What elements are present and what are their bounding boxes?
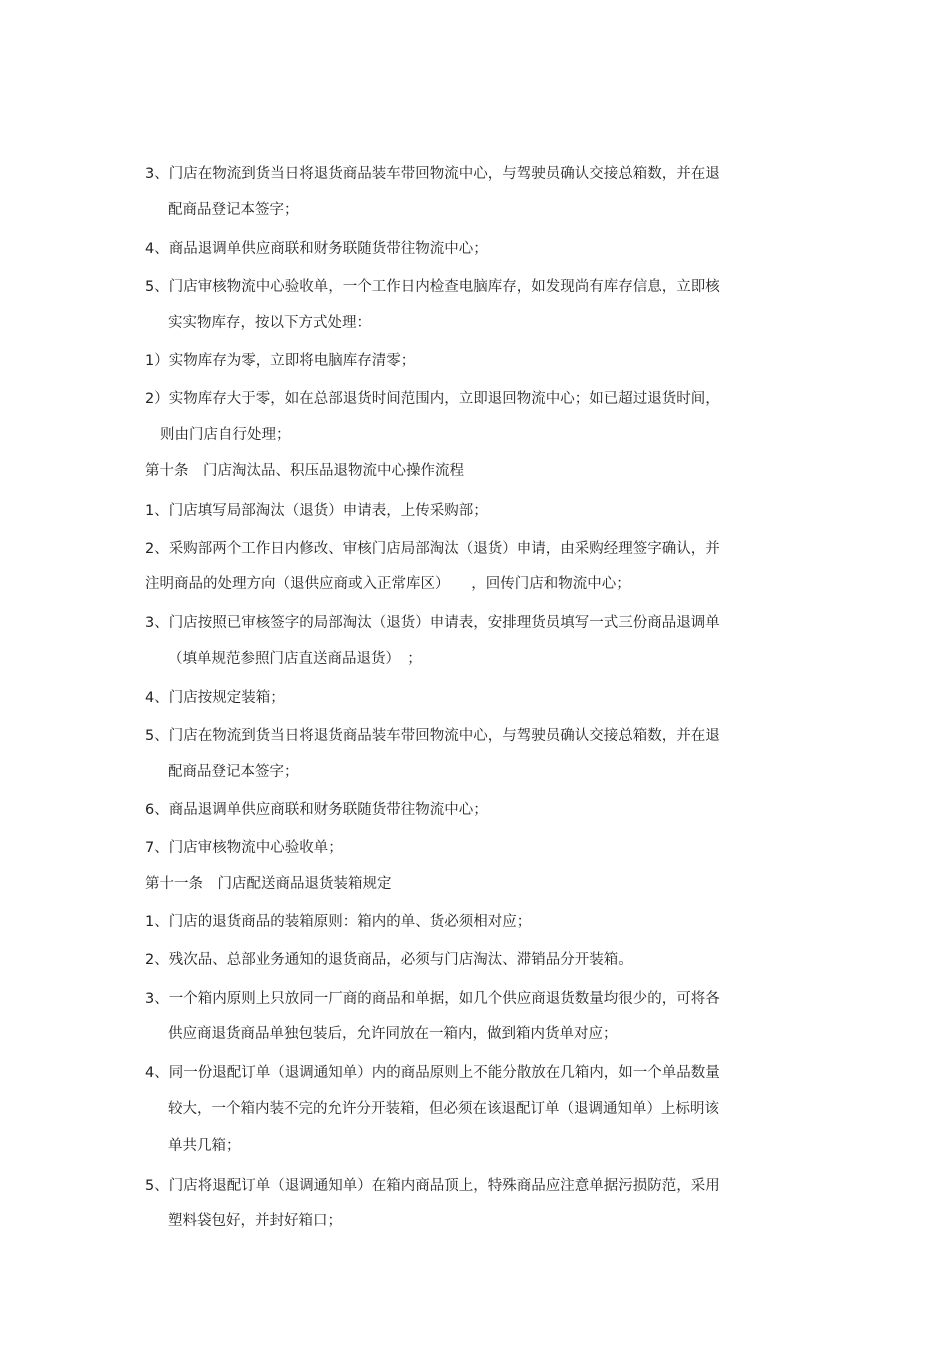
text-line: 4、同一份退配订单（退调通知单）内的商品原则上不能分散放在几箱内，如一个单品数量 (145, 1065, 720, 1081)
text-line: 则由门店自行处理； (160, 427, 291, 443)
text-line: 实实物库存，按以下方式处理： (168, 315, 371, 331)
text-line: 塑料袋包好，并封好箱口； (168, 1213, 342, 1229)
text-line: 5、门店审核物流中心验收单，一个工作日内检查电脑库存，如发现尚有库存信息，立即核 (145, 279, 720, 295)
text-line: 6、商品退调单供应商联和财务联随货带往物流中心； (145, 802, 488, 818)
text-line: （填单规范参照门店直送商品退货） ； (168, 651, 422, 667)
section-heading: 第十条 门店淘汰品、积压品退物流中心操作流程 (145, 463, 464, 479)
text-line: 3、门店在物流到货当日将退货商品装车带回物流中心，与驾驶员确认交接总箱数，并在退 (145, 166, 720, 182)
text-line: 注明商品的处理方向（退供应商或入正常库区） ，回传门店和物流中心； (145, 576, 631, 592)
text-line: 4、门店按规定装箱； (145, 690, 285, 706)
text-line: 5、门店在物流到货当日将退货商品装车带回物流中心，与驾驶员确认交接总箱数，并在退 (145, 728, 720, 744)
text-line: 3、门店按照已审核签字的局部淘汰（退货）申请表，安排理货员填写一式三份商品退调单 (145, 615, 720, 631)
text-line: 2、残次品、总部业务通知的退货商品，必须与门店淘汰、滞销品分开装箱。 (145, 952, 633, 968)
text-line: 7、门店审核物流中心验收单； (145, 840, 343, 856)
text-line: 1、门店填写局部淘汰（退货）申请表，上传采购部； (145, 503, 488, 519)
text-line: 较大，一个箱内装不完的允许分开装箱，但必须在该退配订单（退调通知单）上标明该 (168, 1101, 719, 1117)
text-line: 1）实物库存为零，立即将电脑库存清零； (145, 353, 416, 369)
text-line: 2）实物库存大于零，如在总部退货时间范围内，立即退回物流中心；如已超过退货时间， (145, 391, 720, 407)
text-line: 供应商退货商品单独包装后，允许同放在一箱内，做到箱内货单对应； (168, 1026, 618, 1042)
text-line: 3、一个箱内原则上只放同一厂商的商品和单据，如几个供应商退货数量均很少的，可将各 (145, 991, 720, 1007)
text-line: 配商品登记本签字； (168, 764, 299, 780)
text-line: 1、门店的退货商品的装箱原则：箱内的单、货必须相对应； (145, 914, 532, 930)
text-line: 4、商品退调单供应商联和财务联随货带往物流中心； (145, 241, 488, 257)
text-line: 5、门店将退配订单（退调通知单）在箱内商品顶上，特殊商品应注意单据污损防范，采用 (145, 1178, 720, 1194)
section-heading: 第十一条 门店配送商品退货装箱规定 (145, 876, 392, 892)
text-line: 配商品登记本签字； (168, 202, 299, 218)
text-line: 单共几箱； (168, 1138, 241, 1154)
text-line: 2、采购部两个工作日内修改、审核门店局部淘汰（退货）申请，由采购经理签字确认，并 (145, 541, 720, 557)
